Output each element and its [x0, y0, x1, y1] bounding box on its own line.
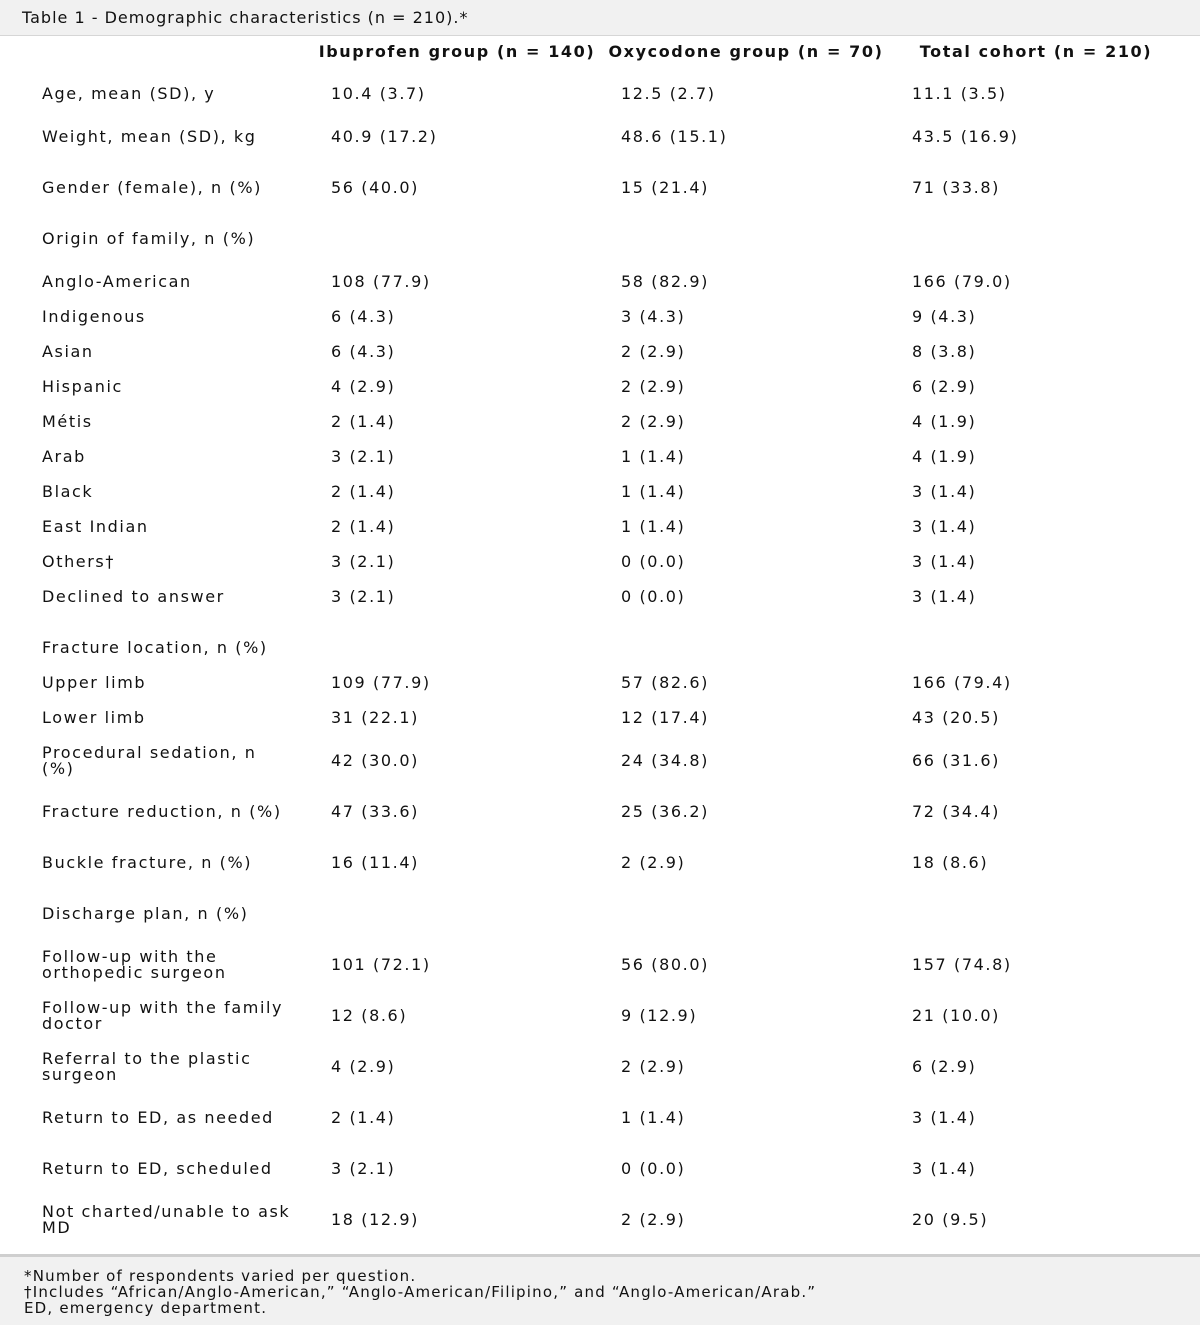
cell-ibuprofen: 6 (4.3)	[331, 342, 396, 361]
table-row	[0, 846, 1200, 880]
demographics-table	[0, 36, 1200, 1254]
row-label: East Indian	[42, 517, 149, 536]
cell-total: 4 (1.9)	[912, 412, 977, 431]
cell-total: 21 (10.0)	[912, 1006, 1000, 1025]
table-row	[0, 440, 1200, 474]
table-row	[0, 1101, 1200, 1135]
row-label: Procedural sedation, n (%)	[42, 743, 257, 778]
cell-ibuprofen: 31 (22.1)	[331, 708, 419, 727]
table-caption: Table 1 - Demographic characteristics (n = 210).*	[0, 0, 1200, 36]
cell-total: 3 (1.4)	[912, 1159, 977, 1178]
cell-oxycodone: 25 (36.2)	[621, 802, 709, 821]
row-label: Fracture reduction, n (%)	[42, 802, 282, 821]
footnote-others: †Includes “African/Anglo-American,” “Anglo-American/Filipino,” and “Anglo-American/Arab.”	[24, 1283, 817, 1301]
column-header-ibuprofen: Ibuprofen group (n = 140)	[318, 42, 596, 61]
row-label: Return to ED, as needed	[42, 1108, 274, 1127]
cell-oxycodone: 2 (2.9)	[621, 377, 686, 396]
cell-oxycodone: 56 (80.0)	[621, 955, 709, 974]
cell-oxycodone: 1 (1.4)	[621, 447, 686, 466]
row-label: Black	[42, 482, 94, 501]
cell-ibuprofen: 108 (77.9)	[331, 272, 431, 291]
cell-total: 20 (9.5)	[912, 1210, 989, 1229]
cell-oxycodone: 2 (2.9)	[621, 412, 686, 431]
cell-ibuprofen: 2 (1.4)	[331, 1108, 396, 1127]
table-row	[0, 631, 1200, 665]
row-label: Indigenous	[42, 307, 146, 326]
column-header-oxycodone: Oxycodone group (n = 70)	[608, 42, 884, 61]
cell-ibuprofen: 56 (40.0)	[331, 178, 419, 197]
row-label: Asian	[42, 342, 94, 361]
cell-ibuprofen: 2 (1.4)	[331, 412, 396, 431]
row-label: Follow-up with the family doctor	[42, 998, 284, 1033]
cell-ibuprofen: 3 (2.1)	[331, 447, 396, 466]
row-label: Fracture location, n (%)	[42, 638, 268, 657]
cell-ibuprofen: 2 (1.4)	[331, 482, 396, 501]
cell-total: 3 (1.4)	[912, 517, 977, 536]
cell-ibuprofen: 16 (11.4)	[331, 853, 419, 872]
cell-ibuprofen: 6 (4.3)	[331, 307, 396, 326]
cell-total: 3 (1.4)	[912, 1108, 977, 1127]
row-label: Origin of family, n (%)	[42, 229, 256, 248]
table-row	[0, 948, 1200, 982]
cell-oxycodone: 0 (0.0)	[621, 1159, 686, 1178]
row-label: Arab	[42, 447, 86, 466]
table-row	[0, 300, 1200, 334]
row-label: Age, mean (SD), y	[42, 84, 216, 103]
cell-total: 3 (1.4)	[912, 482, 977, 501]
cell-total: 18 (8.6)	[912, 853, 989, 872]
cell-ibuprofen: 109 (77.9)	[331, 673, 431, 692]
cell-oxycodone: 24 (34.8)	[621, 751, 709, 770]
row-label: Referral to the plastic surgeon	[42, 1049, 252, 1084]
cell-oxycodone: 15 (21.4)	[621, 178, 709, 197]
row-label: Hispanic	[42, 377, 123, 396]
cell-oxycodone: 3 (4.3)	[621, 307, 686, 326]
table-row	[0, 405, 1200, 439]
cell-total: 157 (74.8)	[912, 955, 1012, 974]
cell-total: 166 (79.0)	[912, 272, 1012, 291]
table-row	[0, 701, 1200, 735]
footnote-ed: ED, emergency department.	[24, 1299, 268, 1317]
row-label: Return to ED, scheduled	[42, 1159, 273, 1178]
table-row	[0, 370, 1200, 404]
table-row	[0, 545, 1200, 579]
cell-ibuprofen: 10.4 (3.7)	[331, 84, 426, 103]
cell-oxycodone: 12 (17.4)	[621, 708, 709, 727]
cell-total: 6 (2.9)	[912, 1057, 977, 1076]
cell-ibuprofen: 40.9 (17.2)	[331, 127, 438, 146]
cell-ibuprofen: 4 (2.9)	[331, 1057, 396, 1076]
cell-ibuprofen: 2 (1.4)	[331, 517, 396, 536]
cell-oxycodone: 2 (2.9)	[621, 1210, 686, 1229]
cell-oxycodone: 2 (2.9)	[621, 1057, 686, 1076]
cell-ibuprofen: 101 (72.1)	[331, 955, 431, 974]
table-row	[0, 77, 1200, 111]
cell-ibuprofen: 12 (8.6)	[331, 1006, 408, 1025]
row-label: Anglo-American	[42, 272, 192, 291]
row-label: Lower limb	[42, 708, 146, 727]
cell-ibuprofen: 3 (2.1)	[331, 587, 396, 606]
cell-total: 3 (1.4)	[912, 552, 977, 571]
cell-ibuprofen: 47 (33.6)	[331, 802, 419, 821]
cell-total: 71 (33.8)	[912, 178, 1000, 197]
table-row	[0, 120, 1200, 154]
cell-total: 4 (1.9)	[912, 447, 977, 466]
cell-oxycodone: 1 (1.4)	[621, 1108, 686, 1127]
cell-total: 66 (31.6)	[912, 751, 1000, 770]
row-label: Not charted/unable to ask MD	[42, 1202, 291, 1237]
cell-total: 3 (1.4)	[912, 587, 977, 606]
cell-total: 8 (3.8)	[912, 342, 977, 361]
cell-oxycodone: 57 (82.6)	[621, 673, 709, 692]
cell-ibuprofen: 3 (2.1)	[331, 552, 396, 571]
table-row	[0, 171, 1200, 205]
cell-total: 43 (20.5)	[912, 708, 1000, 727]
cell-ibuprofen: 18 (12.9)	[331, 1210, 419, 1229]
table-row	[0, 999, 1200, 1033]
table-row	[0, 744, 1200, 778]
table-footnotes	[0, 1254, 1200, 1325]
row-label: Follow-up with the orthopedic surgeon	[42, 947, 227, 982]
table-row	[0, 475, 1200, 509]
cell-oxycodone: 0 (0.0)	[621, 552, 686, 571]
table-row	[0, 510, 1200, 544]
row-label: Declined to answer	[42, 587, 225, 606]
table-row	[0, 222, 1200, 256]
cell-oxycodone: 1 (1.4)	[621, 517, 686, 536]
cell-ibuprofen: 3 (2.1)	[331, 1159, 396, 1178]
cell-total: 72 (34.4)	[912, 802, 1000, 821]
row-label: Métis	[42, 412, 93, 431]
table-row	[0, 1050, 1200, 1084]
cell-oxycodone: 2 (2.9)	[621, 342, 686, 361]
table-row	[0, 666, 1200, 700]
cell-oxycodone: 1 (1.4)	[621, 482, 686, 501]
table-row	[0, 265, 1200, 299]
cell-ibuprofen: 4 (2.9)	[331, 377, 396, 396]
cell-oxycodone: 2 (2.9)	[621, 853, 686, 872]
cell-total: 9 (4.3)	[912, 307, 977, 326]
cell-oxycodone: 0 (0.0)	[621, 587, 686, 606]
table-row	[0, 795, 1200, 829]
table-row	[0, 580, 1200, 614]
cell-total: 6 (2.9)	[912, 377, 977, 396]
table-row	[0, 897, 1200, 931]
cell-oxycodone: 12.5 (2.7)	[621, 84, 716, 103]
cell-total: 166 (79.4)	[912, 673, 1012, 692]
row-label: Others†	[42, 552, 115, 571]
table-row	[0, 335, 1200, 369]
row-label: Weight, mean (SD), kg	[42, 127, 257, 146]
table-row	[0, 1203, 1200, 1237]
footnote-respondents: *Number of respondents varied per question.	[24, 1267, 417, 1285]
table-row	[0, 1152, 1200, 1186]
cell-oxycodone: 48.6 (15.1)	[621, 127, 728, 146]
row-label: Upper limb	[42, 673, 147, 692]
cell-oxycodone: 9 (12.9)	[621, 1006, 698, 1025]
column-header-total: Total cohort (n = 210)	[919, 42, 1153, 61]
cell-ibuprofen: 42 (30.0)	[331, 751, 419, 770]
cell-total: 11.1 (3.5)	[912, 84, 1007, 103]
row-label: Gender (female), n (%)	[42, 178, 262, 197]
cell-oxycodone: 58 (82.9)	[621, 272, 709, 291]
row-label: Discharge plan, n (%)	[42, 904, 249, 923]
cell-total: 43.5 (16.9)	[912, 127, 1019, 146]
row-label: Buckle fracture, n (%)	[42, 853, 253, 872]
